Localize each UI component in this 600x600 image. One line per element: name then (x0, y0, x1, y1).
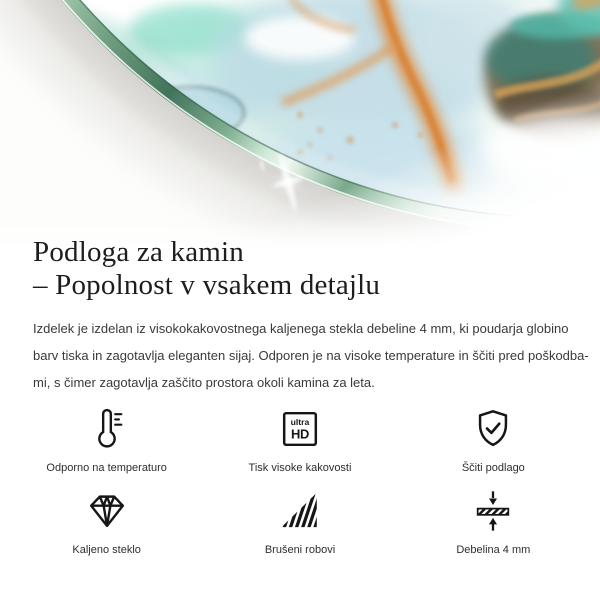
ultra-label: ultra (290, 417, 310, 428)
thermometer-icon (10, 406, 203, 452)
features-grid (10, 406, 590, 557)
feature-label: Kaljeno steklo (72, 544, 141, 556)
diamond-icon (10, 488, 203, 534)
feature-label: Ščiti podlago (461, 462, 525, 474)
product-description (33, 315, 589, 396)
description-line: mi, s čimer zagotavlja zaščito prostora okoli kamina za leta. (33, 375, 375, 390)
feature-heat-resistant (10, 406, 203, 475)
feature-tempered-glass (10, 488, 203, 557)
feature-label: Debelina 4 mm (456, 544, 531, 556)
title-line-2: – Popolnost v vsakem detajlu (33, 269, 381, 301)
feature-polished-edges (203, 488, 396, 557)
feature-thickness (397, 488, 590, 557)
feature-print-quality (203, 406, 396, 475)
page-title (33, 236, 567, 302)
feature-label: Brušeni robovi (264, 544, 336, 556)
polished-edges-icon (203, 488, 396, 534)
shield-check-icon (397, 406, 590, 452)
feature-label: Odporno na temperaturo (46, 462, 167, 474)
description-line: Izdelek je izdelan iz visokokakovostnega kaljenega stekla debeline 4 mm, ki poudarja globino (33, 321, 569, 336)
hd-label: HD (290, 426, 310, 442)
feature-label: Tisk visoke kakovosti (248, 462, 352, 474)
content-block (0, 236, 600, 557)
feature-protects-floor (397, 406, 590, 475)
thickness-icon (397, 488, 590, 534)
glass-panel-illustration (0, 0, 600, 250)
description-line: barv tiska in zagotavlja eleganten sijaj. Odporen je na visoke temperature in ščiti pred poškodba- (33, 348, 589, 363)
title-line-1: Podloga za kamin (33, 236, 244, 268)
ultra-hd-icon (203, 406, 396, 452)
hero-image (0, 0, 600, 250)
